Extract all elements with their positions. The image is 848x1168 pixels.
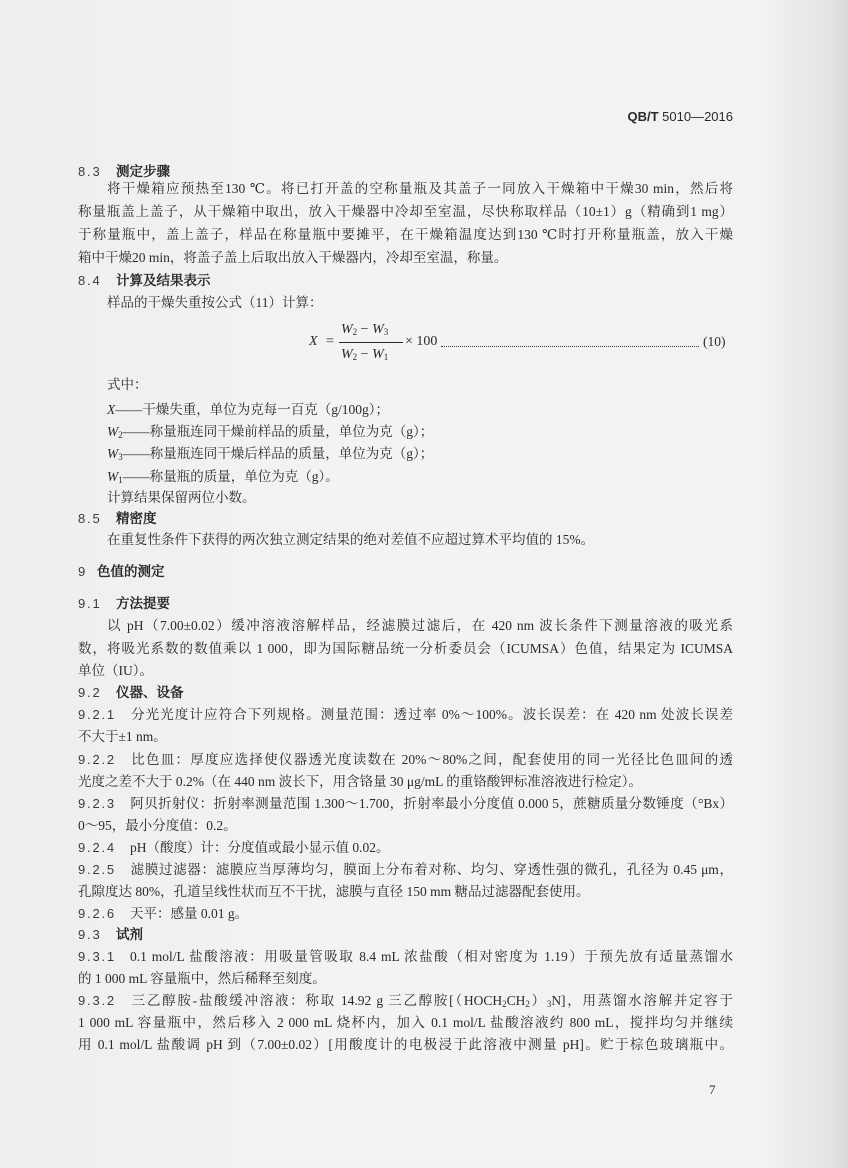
fraction-bar	[339, 342, 403, 343]
section-title: 测定步骤	[116, 164, 170, 179]
item-text: 比色皿：厚度应选择使仪器透光度读数在 20%～80%之间，配套使用的同一光径比色皿间的透	[130, 752, 733, 767]
where-label: 式中：	[107, 377, 148, 392]
section-heading-9-2	[78, 682, 733, 704]
definition-x: X——干燥失重，单位为克每一百克（g/100g）；	[107, 402, 390, 417]
definition-w2: $W_2——$称量瓶连同干燥前样品的质量，单位为克（g）；	[107, 424, 434, 440]
section-number: 9.1	[78, 596, 102, 611]
paragraph-line: 在重复性条件下获得的两次独立测定结果的绝对差值不应超过算术平均值的 15%。	[107, 532, 595, 547]
item-text: 天平：感量 0.01 g。	[130, 906, 249, 921]
item-text: N]，用蒸馏水溶解并定容于	[551, 993, 734, 1008]
item-9-3-1	[78, 946, 733, 968]
section-number: 8.4	[78, 273, 102, 288]
item-number: 9.2.1	[78, 707, 116, 722]
item-number: 9.3.1	[78, 949, 116, 964]
section-heading-9-1	[78, 593, 733, 615]
formula-multiplier: × 100	[405, 334, 438, 349]
formula-denominator: $W_2 - W_1$	[341, 347, 389, 362]
section-number: 9.3	[78, 927, 102, 942]
item-text: 分光光度计应符合下列规格。测量范围：透过率 0%～100%。波长误差：在 420 nm 处波长误差	[130, 707, 733, 722]
item-9-2-5	[78, 859, 733, 881]
item-number: 9.2.6	[78, 906, 116, 921]
subscript: 3	[546, 999, 552, 1009]
item-9-2-1	[78, 704, 733, 726]
item-number: 9.2.5	[78, 862, 116, 877]
rounding-note: 计算结果保留两位小数。	[107, 490, 256, 505]
item-9-3-2	[78, 990, 733, 1012]
section-title: 试剂	[116, 927, 143, 942]
item-9-2-4	[78, 837, 733, 859]
item-continuation: 光度之差不大于 0.2%（在 440 nm 波长下，用含铬量 30 μg/mL 的重铬酸钾标准溶液进行检定）。	[78, 774, 642, 789]
item-continuation: 孔隙度达 80%，孔道呈线性状而互不干扰，滤膜与直径 150 mm 糖品过滤器配套使用。	[78, 884, 590, 899]
paragraph-line: 箱中干燥20 min，将盖子盖上后取出放入干燥器内，冷却至室温，称量。	[78, 250, 508, 265]
item-text: CH	[506, 993, 526, 1008]
definition-w3: $W_3——$称量瓶连同干燥后样品的质量，单位为克（g）；	[107, 446, 434, 462]
equation-number: (10)	[703, 334, 726, 349]
formula-equals: =	[326, 334, 334, 349]
section-title: 计算及结果表示	[116, 273, 211, 288]
formula-lhs: X	[309, 334, 318, 349]
item-text: 阿贝折射仪：折射率测量范围 1.300～1.700，折射率最小分度值 0.000 5，蔗糖质量分数锤度（°Bx）	[130, 796, 733, 811]
item-text: 滤膜过滤器：滤膜应当厚薄均匀，膜面上分布着对称、均匀、穿透性强的微孔，孔径为 0.45 μm，	[130, 862, 733, 877]
section-number: 8.5	[78, 511, 102, 526]
chapter-heading-9	[78, 561, 733, 583]
paragraph-line: 称量瓶盖上盖子，从干燥箱中取出，放入干燥器中冷却至室温，尽快称取样品（10±1）g（精确到1 mg）	[78, 204, 733, 219]
item-number: 9.2.4	[78, 840, 116, 855]
formula-intro: 样品的干燥失重按公式（11）计算：	[107, 295, 323, 310]
section-heading-8-5	[78, 508, 733, 530]
section-number: 9.2	[78, 685, 102, 700]
page-number: 7	[709, 1082, 716, 1097]
item-number: 9.2.2	[78, 752, 116, 767]
paragraph-line: 数，将吸光系数的数值乘以 1 000，即为国际糖品统一分析委员会（ICUMSA）色值，结果定为 ICUMSA	[78, 641, 733, 656]
item-number: 9.3.2	[78, 993, 116, 1008]
item-text: 0.1 mol/L 盐酸溶液：用吸量管吸取 8.4 mL 浓盐酸（相对密度为 1.19）于预先放有适量蒸馏水	[130, 949, 733, 964]
standard-prefix: QB/T	[627, 109, 659, 124]
definition-w1: $W_1——$称量瓶的质量，单位为克（g）。	[107, 469, 339, 485]
item-continuation: 0～95，最小分度值：0.2。	[78, 818, 237, 833]
paragraph-line: 以 pH（7.00±0.02）缓冲溶液溶解样品，经滤膜过滤后，在 420 nm 波长条件下测量溶液的吸光系	[107, 618, 733, 633]
dot-leader	[441, 331, 699, 347]
section-heading-8-4	[78, 270, 733, 292]
item-continuation: 不大于±1 nm。	[78, 729, 167, 744]
standard-code-header	[540, 106, 733, 128]
subscript: 2	[502, 999, 507, 1009]
item-9-2-6	[78, 903, 733, 925]
paragraph-line: 单位（IU）。	[78, 663, 153, 678]
item-continuation: 的 1 000 mL 容量瓶中，然后稀释至刻度。	[78, 971, 326, 986]
formula-numerator: $W_2 - W_3$	[341, 322, 389, 337]
section-heading-9-3	[78, 924, 733, 946]
item-9-2-2	[78, 749, 733, 771]
section-title: 仪器、设备	[116, 685, 184, 700]
section-title: 精密度	[116, 511, 157, 526]
item-continuation: 1 000 mL 容量瓶中，然后移入 2 000 mL 烧杯内，加入 0.1 mol/L 盐酸溶液约 800 mL，搅拌均匀并继续	[78, 1015, 733, 1030]
paragraph-line: 于称量瓶中，盖上盖子，样品在称量瓶中要摊平，在干燥箱温度达到130 ℃时打开称量瓶盖，放入干燥	[78, 227, 733, 242]
item-9-2-3	[78, 793, 733, 815]
item-text: ）	[529, 993, 547, 1008]
section-title: 方法提要	[116, 596, 170, 611]
paragraph-line: 将干燥箱应预热至130 ℃。将已打开盖的空称量瓶及其盖子一同放入干燥箱中干燥30 min，然后将	[107, 181, 733, 196]
item-number: 9.2.3	[78, 796, 116, 811]
item-text: pH（酸度）计：分度值或最小显示值 0.02。	[130, 840, 390, 855]
subscript: 2	[525, 999, 530, 1009]
item-continuation: 用 0.1 mol/L 盐酸调 pH 到（7.00±0.02）[用酸度计的电极浸于此溶液中测量 pH]。贮于棕色玻璃瓶中。	[78, 1037, 733, 1052]
chapter-title: 色值的测定	[97, 564, 165, 579]
standard-number: 5010—2016	[662, 109, 733, 124]
chapter-number: 9	[78, 564, 88, 579]
section-number: 8.3	[78, 164, 102, 179]
item-text: 三乙醇胺-盐酸缓冲溶液：称取 14.92 g 三乙醇胺[（HOCH	[130, 993, 503, 1008]
